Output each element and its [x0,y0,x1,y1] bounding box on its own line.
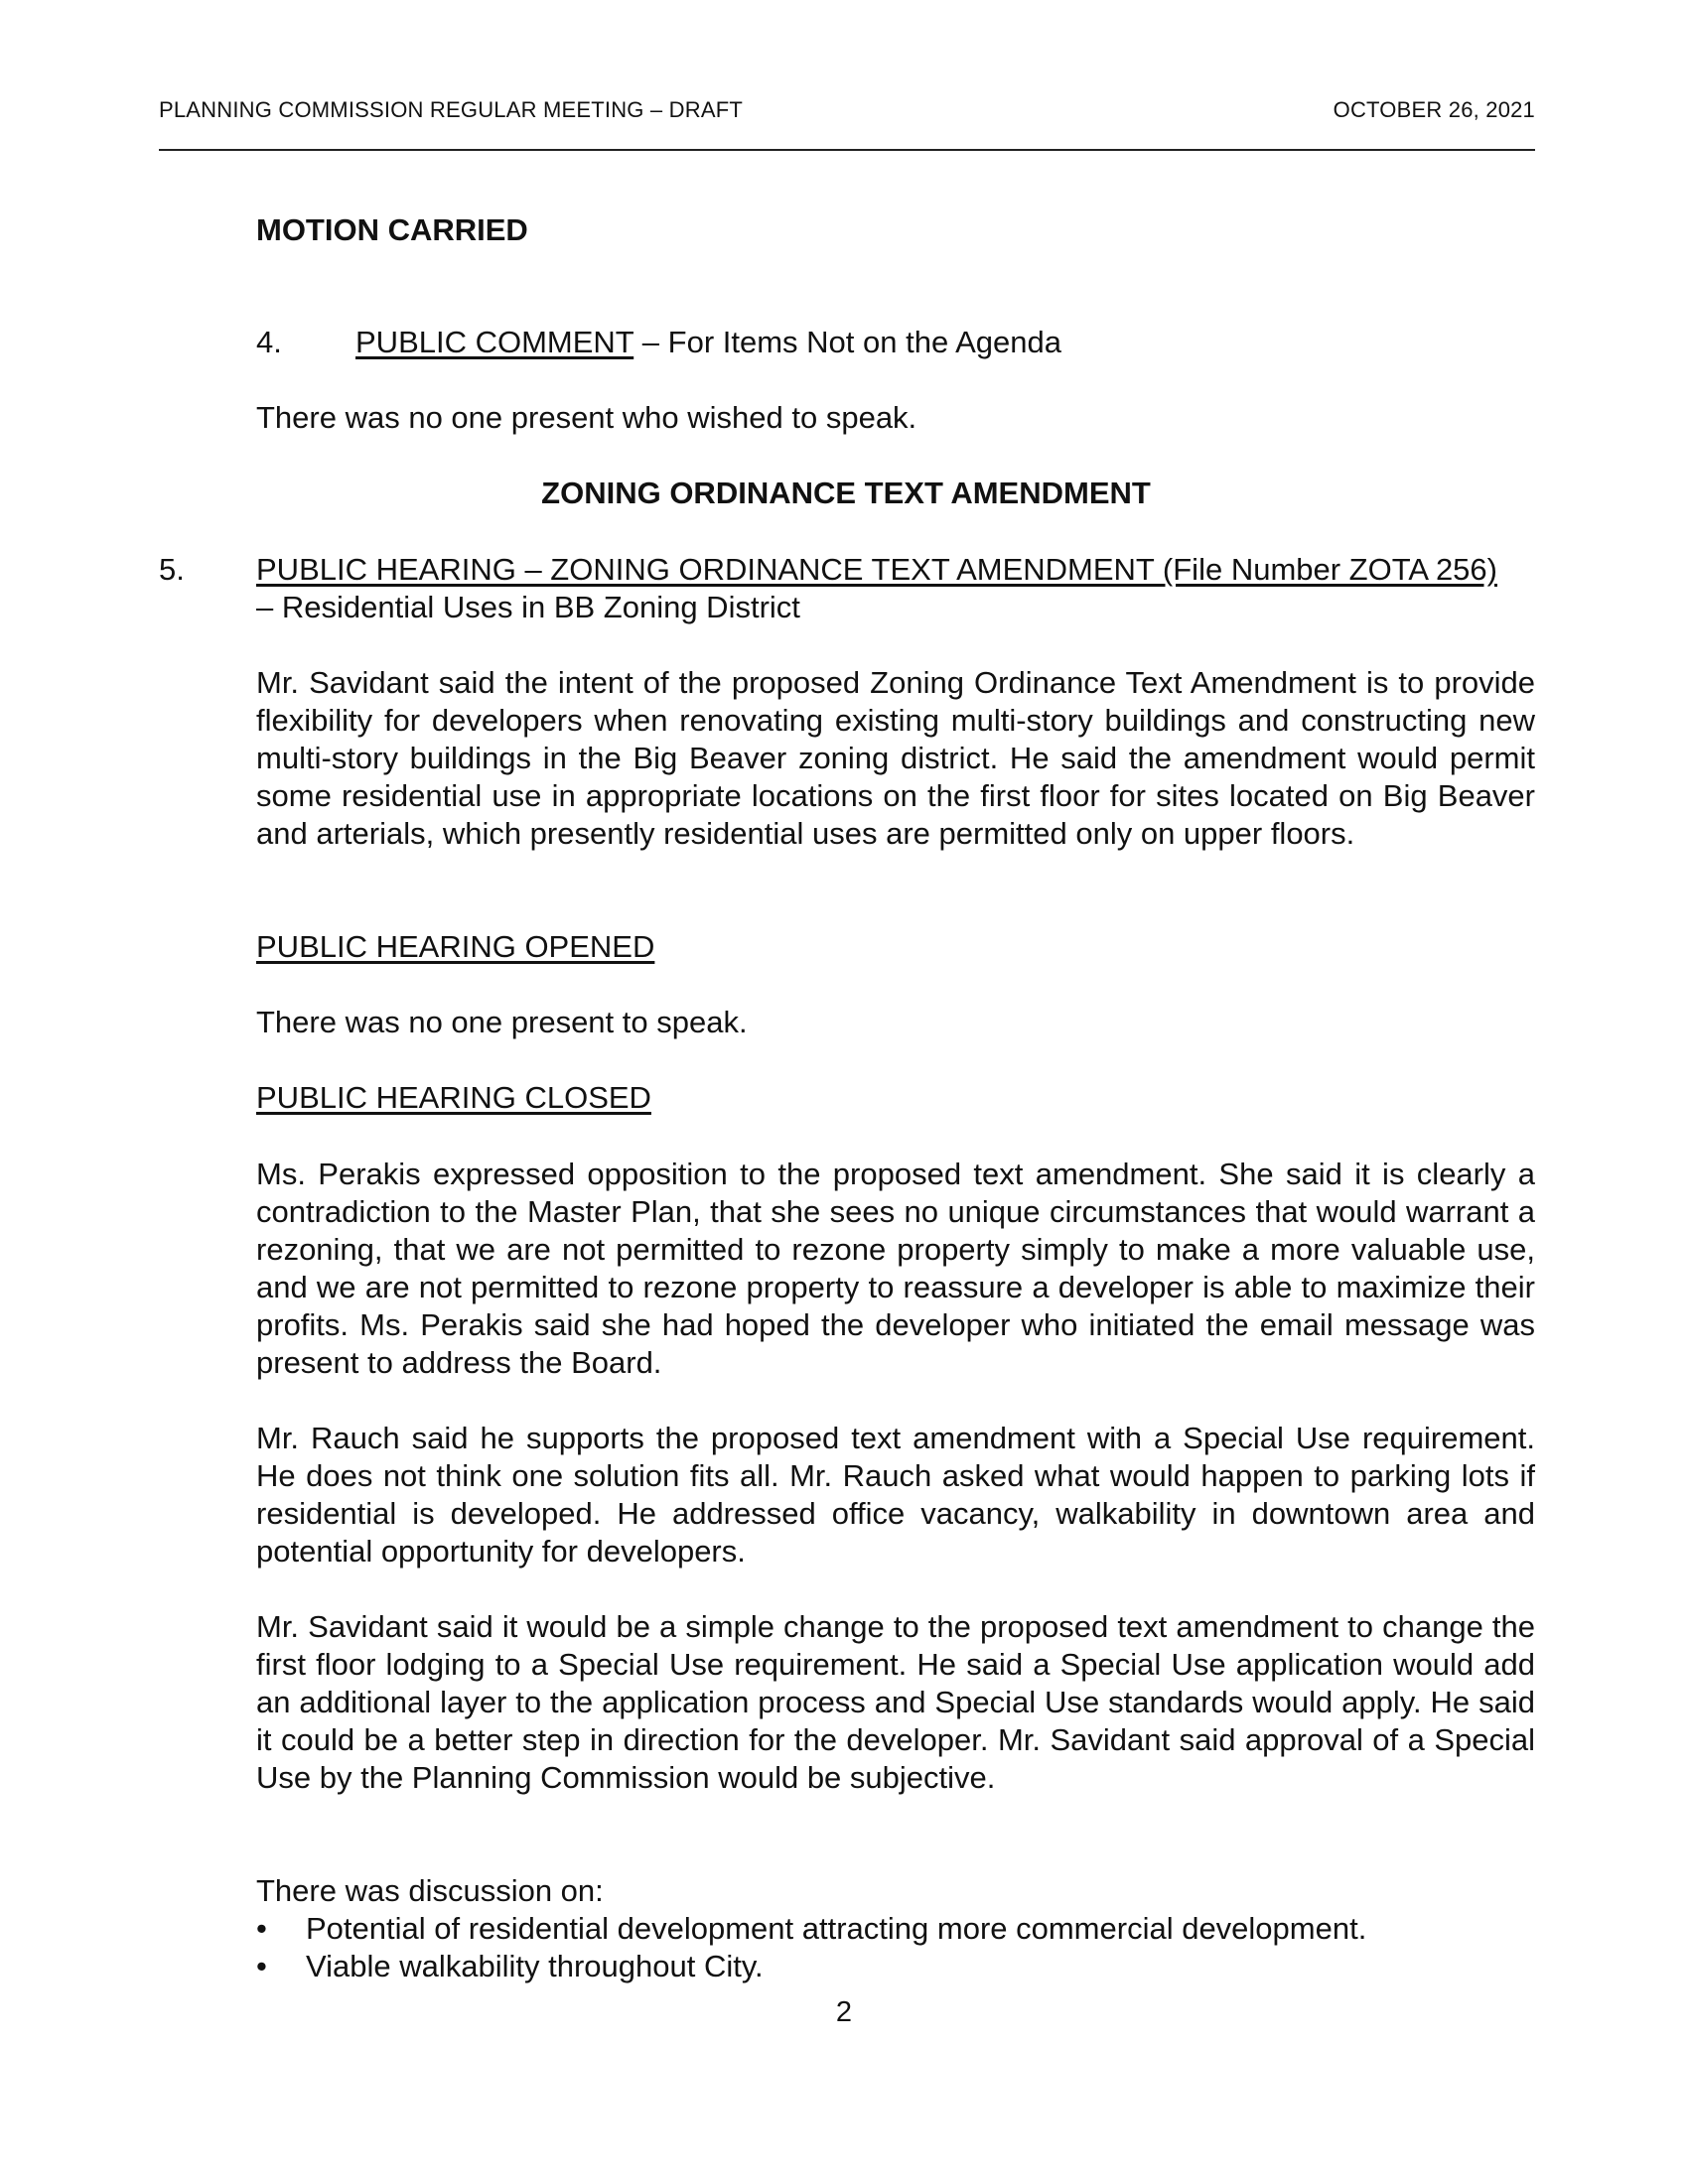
paragraph-perakis: Ms. Perakis expressed opposition to the proposed text amendment. She said it is clearly a contradiction to the Master Plan, that she sees no unique circumstances that would warrant a rezoning, that we are not permitted to rezone property simply to make a more valuable use, and we are not permitted to rezone property to reassure a developer is able to maximize their profits. Ms. Perakis said she had hoped the developer who initiated the email message was present to address the Board. [256,1157,1535,1380]
paragraph-savidant-special-use: Mr. Savidant said it would be a simple change to the proposed text amendment to change the first floor lodging to a Special Use requirement. He said a Special Use application would add an additional layer to the application process and Special Use standards would apply. He said it could be a better step in direction for the developer. Mr. Savidant said approval of a Special Use by the Planning Commission would be subjective. [256,1609,1535,1795]
public-hearing-closed: PUBLIC HEARING CLOSED [256,1080,651,1115]
item-5-number: 5. [159,552,185,587]
bullet-text: Potential of residential development attracting more commercial development. [306,1911,1367,1946]
bullet-text: Viable walkability throughout City. [306,1949,764,1983]
paragraph-rauch: Mr. Rauch said he supports the proposed text amendment with a Special Use requirement. He does not think one solution fits all. Mr. Rauch asked what would happen to parking lots if residential is developed. He addressed office vacancy, walkability in downtown area and potential opportunity for developers. [256,1421,1535,1569]
list-item [256,1948,1535,1985]
header-meeting-title: PLANNING COMMISSION REGULAR MEETING – DRAFT [159,97,744,122]
item-5-subtitle: – Residential Uses in BB Zoning District [256,590,800,624]
no-one-present: There was no one present to speak. [256,1005,748,1039]
bullet-icon: • [256,1911,267,1946]
item-4-number: 4. [256,325,282,359]
paragraph-savidant-intent: Mr. Savidant said the intent of the proposed Zoning Ordinance Text Amendment is to provide flexibility for developers when renovating existing multi-story buildings and constructing new multi-story buildings in the Big Beaver zoning district. He said the amendment would permit some residential use in appropriate locations on the first floor for sites located on Big Beaver and arterials, which presently residential uses are permitted only on upper floors. [256,665,1535,851]
item-4-heading [355,324,1061,361]
item-4-suffix: – For Items Not on the Agenda [633,325,1061,359]
page-number: 2 [835,1996,853,2028]
bullet-icon: • [256,1949,267,1983]
section-heading: ZONING ORDINANCE TEXT AMENDMENT [541,476,1151,510]
discussion-intro: There was discussion on: [256,1873,604,1908]
item-4-text: There was no one present who wished to speak. [256,400,917,435]
item-5-title: PUBLIC HEARING – ZONING ORDINANCE TEXT AMENDMENT (File Number ZOTA 256) [256,552,1497,587]
header-date: OCTOBER 26, 2021 [1333,97,1535,122]
header-divider [159,149,1535,151]
item-4-title: PUBLIC COMMENT [355,325,634,359]
motion-carried: MOTION CARRIED [256,212,528,247]
list-item [256,1910,1535,1948]
public-hearing-opened: PUBLIC HEARING OPENED [256,929,655,964]
